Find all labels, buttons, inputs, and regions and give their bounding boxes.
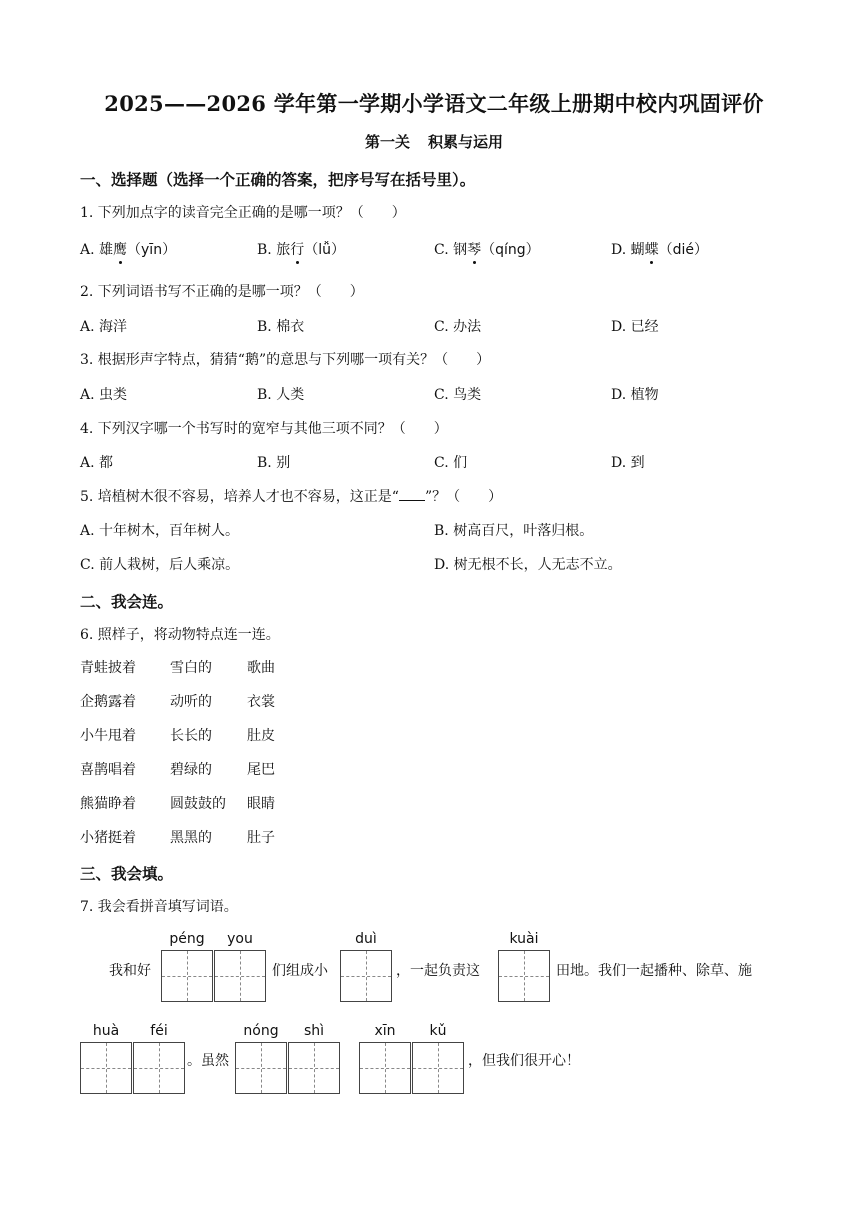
q5-option-d: D. 树无根不长，人无志不立。 [434, 557, 622, 573]
q2-option-c: C. 办法 [434, 319, 482, 335]
q4-option-c: C. 们 [434, 455, 468, 471]
question-6-stem: 6. 照样子，将动物特点连一连。 [80, 627, 280, 643]
writing-grid-box[interactable] [161, 950, 213, 1002]
fill-text: ，一起负责这 [396, 963, 480, 979]
match-right-item[interactable]: 歌曲 [247, 660, 275, 676]
match-right-item[interactable]: 衣裳 [247, 694, 275, 710]
fill-text: 田地。我们一起播种、除草、施 [556, 963, 752, 979]
section-heading-fill: 三、我会填。 [80, 864, 174, 883]
fill-text: 。虽然 [187, 1053, 229, 1069]
match-left-item[interactable]: 小牛甩着 [80, 728, 136, 744]
pinyin-label: huà [92, 1023, 120, 1039]
q4-option-b: B. 别 [257, 455, 291, 471]
q3-option-d: D. 植物 [611, 387, 659, 403]
section-heading-match: 二、我会连。 [80, 592, 174, 611]
section-heading-choice: 一、选择题（选择一个正确的答案，把序号写在括号里）。 [80, 170, 476, 189]
answer-blank[interactable] [399, 488, 425, 501]
question-7-stem: 7. 我会看拼音填写词语。 [80, 899, 238, 915]
subtitle-topic: 积累与运用 [428, 133, 504, 151]
match-middle-item[interactable]: 长长的 [170, 728, 212, 744]
writing-grid-box[interactable] [235, 1042, 287, 1094]
match-left-item[interactable]: 喜鹊唱着 [80, 762, 136, 778]
writing-grid-box[interactable] [412, 1042, 464, 1094]
pinyin-label: duì [355, 931, 377, 947]
match-middle-item[interactable]: 碧绿的 [170, 762, 212, 778]
q5-option-a: A. 十年树木，百年树人。 [80, 523, 240, 539]
match-middle-item[interactable]: 动听的 [170, 694, 212, 710]
q1-option-d: D. 蝴蝶（dié） [611, 242, 709, 258]
match-right-item[interactable]: 肚皮 [247, 728, 275, 744]
question-5-stem: 5. 培植树木很不容易，培养人才也不容易，这正是“ ”？（ ） [80, 489, 503, 505]
pinyin-label: féi [150, 1023, 168, 1039]
writing-grid-box[interactable] [80, 1042, 132, 1094]
q3-option-a: A. 虫类 [80, 387, 128, 403]
page-title: 2025——2026 学年第一学期小学语文二年级上册期中校内巩固评价 [104, 91, 764, 116]
q2-option-d: D. 已经 [611, 319, 659, 335]
question-1-stem: 1. 下列加点字的读音完全正确的是哪一项？（ ） [80, 205, 406, 221]
match-middle-item[interactable]: 黑黑的 [170, 830, 212, 846]
question-2-stem: 2. 下列词语书写不正确的是哪一项？（ ） [80, 284, 364, 300]
question-3-stem: 3. 根据形声字特点，猜猜“鹅”的意思与下列哪一项有关？（ ） [80, 352, 491, 368]
match-middle-item[interactable]: 雪白的 [170, 660, 212, 676]
writing-grid-box[interactable] [214, 950, 266, 1002]
q1-option-a: A. 雄鹰（yīn） [80, 242, 177, 258]
writing-grid-box[interactable] [133, 1042, 185, 1094]
pinyin-label: xīn [374, 1023, 396, 1039]
writing-grid-box[interactable] [340, 950, 392, 1002]
pinyin-label: nóng [243, 1023, 279, 1039]
match-left-item[interactable]: 青蛙披着 [80, 660, 136, 676]
q3-option-c: C. 鸟类 [434, 387, 482, 403]
fill-text: ，但我们很开心！ [468, 1053, 580, 1069]
q4-option-a: A. 都 [80, 455, 114, 471]
match-right-item[interactable]: 肚子 [247, 830, 275, 846]
q3-option-b: B. 人类 [257, 387, 305, 403]
question-4-stem: 4. 下列汉字哪一个书写时的宽窄与其他三项不同？（ ） [80, 421, 448, 437]
q2-option-b: B. 棉衣 [257, 319, 305, 335]
match-left-item[interactable]: 熊猫睁着 [80, 796, 136, 812]
subtitle-level: 第一关 [364, 133, 410, 151]
pinyin-label: kuài [509, 931, 539, 947]
q5-option-c: C. 前人栽树，后人乘凉。 [80, 557, 240, 573]
q4-option-d: D. 到 [611, 455, 645, 471]
writing-grid-box[interactable] [359, 1042, 411, 1094]
match-middle-item[interactable]: 圆鼓鼓的 [170, 796, 226, 812]
page-subtitle [0, 131, 868, 152]
match-left-item[interactable]: 企鹅露着 [80, 694, 136, 710]
match-right-item[interactable]: 尾巴 [247, 762, 275, 778]
fill-text: 们组成小 [272, 963, 328, 979]
writing-grid-box[interactable] [498, 950, 550, 1002]
match-right-item[interactable]: 眼睛 [247, 796, 275, 812]
pinyin-label: shì [303, 1023, 325, 1039]
q1-option-c: C. 钢琴（qíng） [434, 242, 540, 258]
q5-option-b: B. 树高百尺，叶落归根。 [434, 523, 594, 539]
match-left-item[interactable]: 小猪挺着 [80, 830, 136, 846]
fill-text: 我和好 [109, 963, 151, 979]
pinyin-label: kǔ [429, 1023, 447, 1039]
q2-option-a: A. 海洋 [80, 319, 128, 335]
q1-option-b: B. 旅行（lǚ） [257, 242, 345, 258]
writing-grid-box[interactable] [288, 1042, 340, 1094]
pinyin-label: péng [169, 931, 205, 947]
pinyin-label: you [227, 931, 253, 947]
